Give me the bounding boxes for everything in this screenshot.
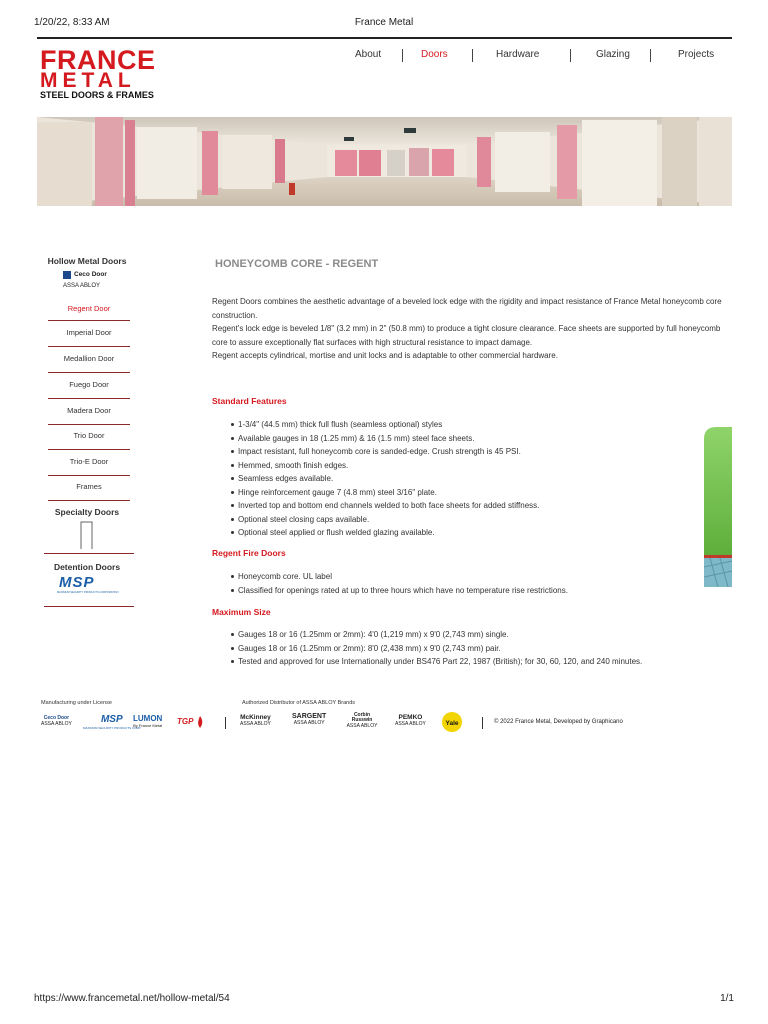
brand-sub: ASSA ABLOY — [395, 721, 426, 727]
brand-name: MSP — [100, 714, 123, 725]
main-nav — [330, 49, 730, 63]
footer-brand-msp[interactable] — [83, 714, 141, 731]
specialty-door-icon — [80, 520, 94, 550]
list-item: Optional steel closing caps available. — [238, 513, 738, 527]
list-item: Inverted top and bottom end channels welded to both face sheets for added stiffness. — [238, 499, 738, 513]
sidebar-item-regent-door[interactable]: Regent Door — [67, 304, 111, 313]
logo-tagline: STEEL DOORS & FRAMES — [40, 90, 154, 100]
footer-brand-sargent[interactable] — [292, 713, 326, 726]
nav-divider — [650, 49, 651, 62]
sidebar-divider — [48, 398, 130, 399]
list-item: Classified for openings rated at up to three hours which have no temperature rise restrictions. — [238, 584, 738, 598]
ceco-door-name: Ceco Door — [74, 271, 107, 278]
maximum-size-list — [238, 628, 738, 669]
list-item: Available gauges in 18 (1.25 mm) & 16 (1.5 mm) steel face sheets. — [238, 432, 738, 446]
sidebar-divider — [48, 372, 130, 373]
nav-hardware[interactable]: Hardware — [496, 49, 540, 60]
list-item: Hinge reinforcement gauge 7 (4.8 mm) steel 3/16" plate. — [238, 486, 738, 500]
list-item: Honeycomb core. UL label — [238, 570, 738, 584]
fire-doors-list — [238, 570, 738, 597]
sidebar-heading-specialty-doors[interactable]: Specialty Doors — [54, 507, 120, 517]
brand-name: PEMKO — [398, 714, 423, 721]
sidebar-item-imperial-door[interactable]: Imperial Door — [66, 328, 112, 337]
brand-name: TGP — [177, 717, 194, 726]
brand-sub: ASSA ABLOY — [293, 720, 325, 726]
nav-about[interactable]: About — [355, 49, 382, 60]
maximum-size-heading: Maximum Size — [212, 607, 271, 617]
fire-doors-heading: Regent Fire Doors — [212, 548, 286, 558]
list-item: Hemmed, smooth finish edges. — [238, 459, 738, 473]
footer-divider — [225, 717, 226, 729]
nav-doors[interactable]: Doors — [421, 49, 448, 60]
sidebar-item-trio-e-door[interactable]: Trio-E Door — [69, 457, 109, 466]
sidebar-item-madera-door[interactable]: Madera Door — [67, 406, 111, 415]
site-logo[interactable] — [40, 45, 175, 101]
page-title: HONEYCOMB CORE - REGENT — [215, 258, 379, 270]
print-url[interactable]: https://www.francemetal.net/hollow-metal/54 — [34, 993, 230, 1004]
footer-brand-pemko[interactable] — [395, 714, 426, 727]
ceco-door-logo — [63, 271, 113, 293]
print-datetime: 1/20/22, 8:33 AM — [34, 17, 110, 28]
sidebar-divider — [48, 449, 130, 450]
print-page-number: 1/1 — [720, 993, 734, 1004]
distributor-label: Authorized Distributor of ASSA ABLOY Brands — [242, 700, 356, 706]
brand-sub: ASSA ABLOY — [41, 721, 72, 727]
sidebar-item-fuego-door[interactable]: Fuego Door — [69, 380, 109, 389]
logo-france: FRANCE — [40, 45, 156, 75]
list-item: Optional steel applied or flush welded glazing available. — [238, 526, 738, 540]
list-item: Impact resistant, full honeycomb core is sanded-edge. Crush strength is 45 PSI. — [238, 445, 738, 459]
intro-paragraph-3: Regent accepts cylindrical, mortise and unit locks and is adaptable to other commercial hardware. — [212, 351, 558, 360]
hero-banner-image — [37, 117, 732, 206]
nav-divider — [402, 49, 403, 62]
header-divider — [37, 37, 732, 39]
print-header — [0, 17, 768, 31]
standard-features-heading: Standard Features — [212, 396, 287, 406]
brand-name: SARGENT — [292, 713, 327, 720]
msp-logo-mark: MSP — [59, 574, 95, 591]
ceco-square-icon — [63, 271, 71, 279]
footer-brand-lumon[interactable] — [133, 714, 162, 729]
sidebar-divider — [44, 606, 134, 607]
msp-logo-sub: MAXIMUM SECURITY PRODUCTS CORPORATION — [57, 591, 119, 594]
sidebar-divider — [48, 500, 130, 501]
footer-brand-tgp[interactable] — [177, 717, 193, 726]
footer-brand-ceco-door[interactable] — [41, 715, 72, 727]
side-promo-widget[interactable] — [704, 427, 732, 587]
flame-icon — [197, 716, 203, 728]
brand-name: LUMON — [133, 714, 163, 723]
nav-projects[interactable]: Projects — [678, 49, 715, 60]
sidebar-divider — [48, 320, 130, 321]
sidebar-item-frames[interactable]: Frames — [76, 482, 102, 491]
list-item: 1-3/4" (44.5 mm) thick full flush (seamless optional) styles — [238, 418, 738, 432]
footer-brand-yale[interactable] — [442, 712, 462, 732]
logo-metal: METAL — [40, 69, 136, 92]
brand-sub: ASSA ABLOY — [346, 723, 378, 729]
ceco-assa-abloy: ASSA ABLOY — [63, 283, 101, 289]
brand-sub: By France Metal — [133, 723, 163, 728]
sidebar-divider — [44, 553, 134, 554]
sidebar-heading-hollow-metal[interactable]: Hollow Metal Doors — [47, 256, 127, 266]
license-label: Manufacturing under License — [41, 700, 112, 706]
copyright-text: © 2022 France Metal, Developed by Graphicano — [494, 719, 623, 725]
sidebar-item-medallion-door[interactable]: Medallion Door — [63, 354, 115, 363]
list-item: Gauges 18 or 16 (1.25mm or 2mm): 4'0 (1,219 mm) x 9'0 (2,743 mm) single. — [238, 628, 738, 642]
list-item: Gauges 18 or 16 (1.25mm or 2mm): 8'0 (2,438 mm) x 9'0 (2,743 mm) pair. — [238, 642, 738, 656]
print-title: France Metal — [354, 17, 414, 28]
intro-paragraph-2: Regent's lock edge is beveled 1/8" (3.2 mm) in 2" (50.8 mm) to produce a tight closure clearance. Face sheets are supported by full honeycomb core to assure exceptionally flat surfaces with high structural resistance to impact damage. — [212, 324, 721, 347]
brand-name: Ceco Door — [43, 715, 70, 721]
sidebar-divider — [48, 424, 130, 425]
brand-name: Yale — [445, 720, 459, 727]
footer-brand-mckinney[interactable] — [240, 714, 271, 727]
list-item: Seamless edges available. — [238, 472, 738, 486]
nav-divider — [472, 49, 473, 62]
nav-glazing[interactable]: Glazing — [596, 49, 630, 60]
msp-logo — [57, 574, 117, 598]
sidebar-divider — [48, 475, 130, 476]
sidebar-divider — [48, 346, 130, 347]
sidebar-heading-detention-doors[interactable]: Detention Doors — [53, 562, 121, 572]
standard-features-list — [238, 418, 738, 540]
footer-brand-corbin-russwin[interactable] — [344, 713, 380, 729]
nav-divider — [570, 49, 571, 62]
intro-paragraph-1: Regent Doors combines the aesthetic advantage of a beveled lock edge with the rigidity and impact resistance of France Metal honeycomb core construction. — [212, 297, 722, 320]
brand-name: McKinney — [240, 714, 271, 721]
brand-name: Corbin Russwin — [351, 712, 373, 723]
brand-sub: MAXIMUM SECURITY PRODUCTS CORP — [83, 726, 141, 730]
brand-sub: ASSA ABLOY — [240, 721, 271, 727]
list-item: Tested and approved for use Internationally under BS476 Part 22, 1987 (British); for 30, 60, 120, and 240 minutes. — [238, 655, 738, 669]
footer-divider — [482, 717, 483, 729]
sidebar-item-trio-door[interactable]: Trio Door — [73, 431, 105, 440]
site-footer — [37, 700, 732, 740]
